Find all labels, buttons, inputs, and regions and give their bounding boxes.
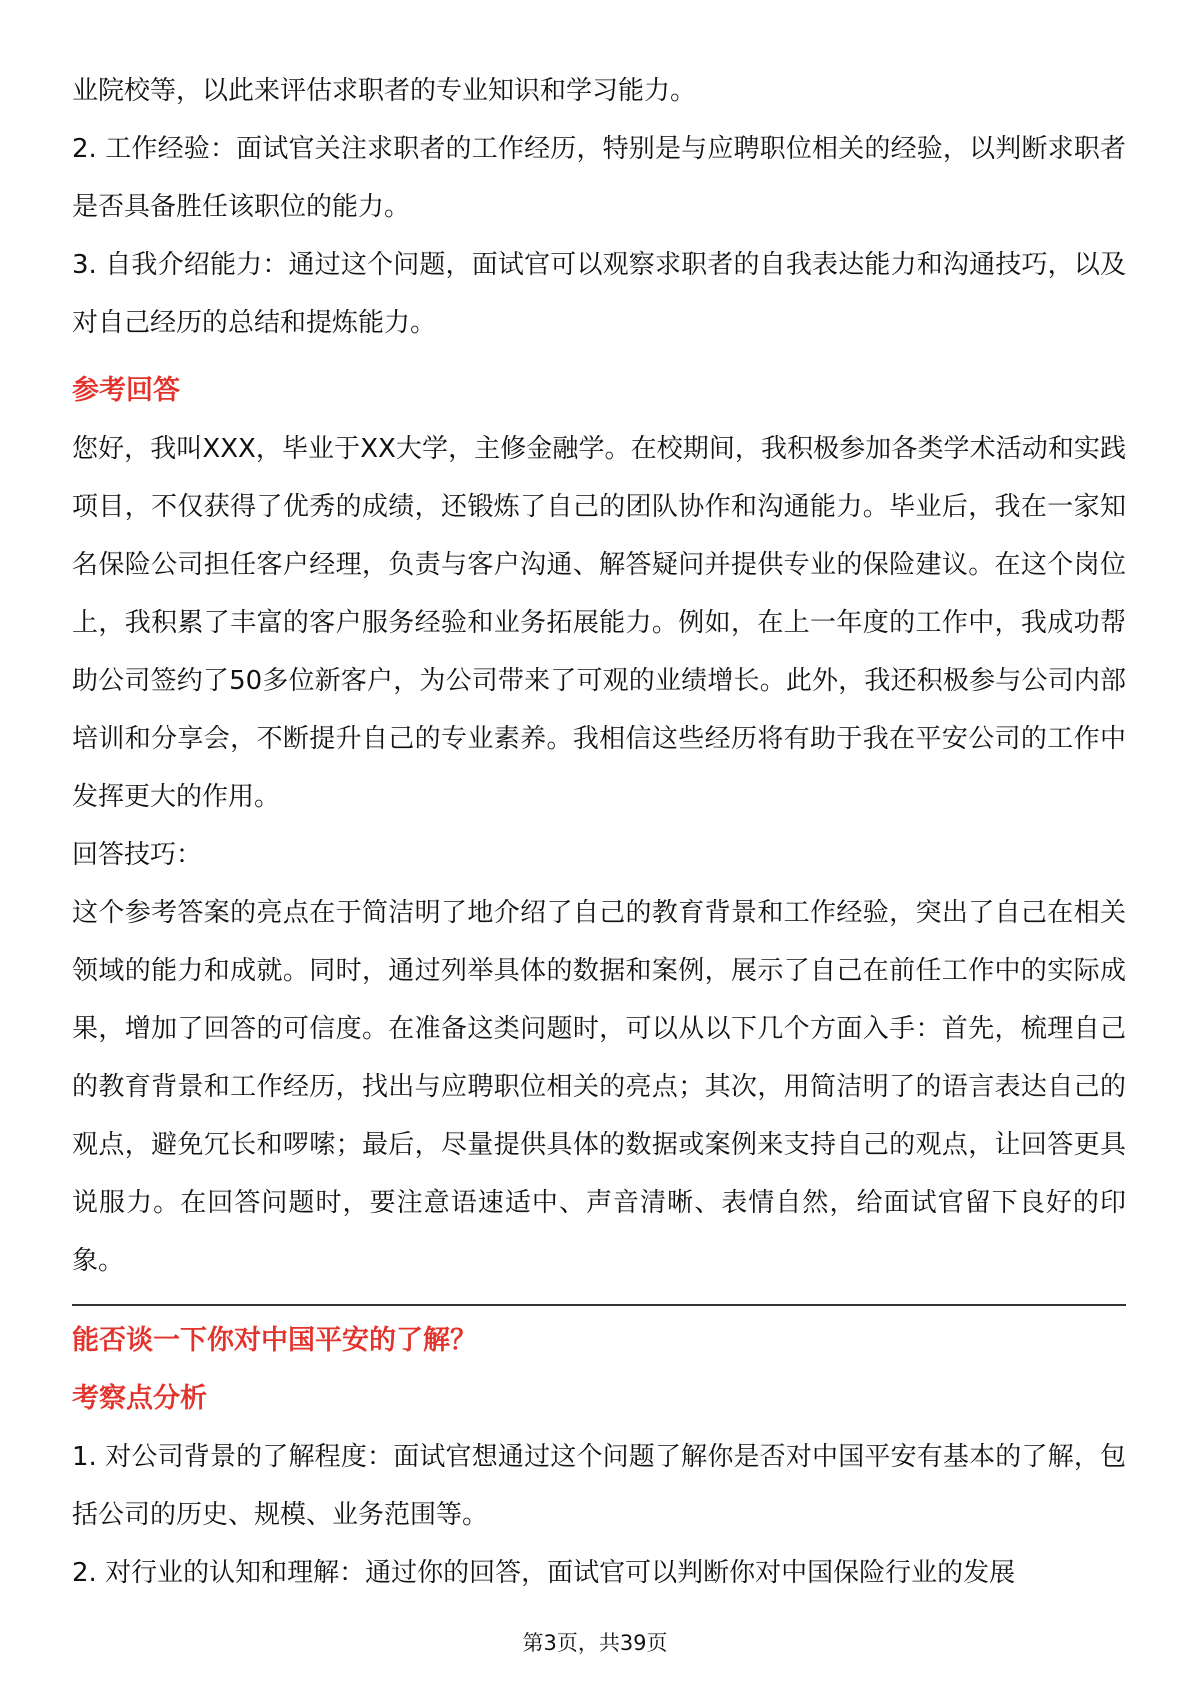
- analysis-point-industry-understanding: 2. 对行业的认知和理解：通过你的回答，面试官可以判断你对中国保险行业的发展: [72, 1558, 1016, 1588]
- reference-answer-heading: 参考回答: [72, 375, 180, 406]
- point-work-experience: 2. 工作经验：面试官关注求职者的工作经历，特别是与应聘职位相关的经验，以判断求职者是否具备胜任该职位的能力。: [72, 134, 1126, 222]
- question-heading: 能否谈一下你对中国平安的了解？: [72, 1325, 477, 1356]
- point-self-introduction: 3. 自我介绍能力：通过这个问题，面试官可以观察求职者的自我表达能力和沟通技巧，以及对自己经历的总结和提炼能力。: [72, 250, 1126, 338]
- intro-continuation: 业院校等，以此来评估求职者的专业知识和学习能力。: [72, 76, 697, 106]
- analysis-heading: 考察点分析: [72, 1383, 207, 1414]
- page-number: 第3页，共39页: [522, 1631, 668, 1655]
- analysis-point-company-background: 1. 对公司背景的了解程度：面试官想通过这个问题了解你是否对中国平安有基本的了解，包括公司的历史、规模、业务范围等。: [72, 1442, 1126, 1530]
- answer-tips-text: 这个参考答案的亮点在于简洁明了地介绍了自己的教育背景和工作经验，突出了自己在相关领域的能力和成就。同时，通过列举具体的数据和案例，展示了自己在前任工作中的实际成果，增加了回答的可信度。在准备这类问题时，可以从以下几个方面入手：首先，梳理自己的教育背景和工作经历，找出与应聘职位相关的亮点；其次，用简洁明了的语言表达自己的观点，避免冗长和啰嗦；最后，尽量提供具体的数据或案例来支持自己的观点，让回答更具说服力。在回答问题时，要注意语速适中、声音清晰、表情自然，给面试官留下良好的印象。: [72, 898, 1126, 1276]
- document-page: [72, 62, 1126, 1602]
- answer-tips-label: 回答技巧：: [72, 840, 203, 870]
- reference-answer-text: 您好，我叫XXX，毕业于XX大学，主修金融学。在校期间，我积极参加各类学术活动和实践项目，不仅获得了优秀的成绩，还锻炼了自己的团队协作和沟通能力。毕业后，我在一家知名保险公司担任客户经理，负责与客户沟通、解答疑问并提供专业的保险建议。在这个岗位上，我积累了丰富的客户服务经验和业务拓展能力。例如，在上一年度的工作中，我成功帮助公司签约了50多位新客户，为公司带来了可观的业绩增长。此外，我还积极参与公司内部培训和分享会，不断提升自己的专业素养。我相信这些经历将有助于我在平安公司的工作中发挥更大的作用。: [72, 434, 1126, 812]
- section-divider: [72, 1304, 1126, 1306]
